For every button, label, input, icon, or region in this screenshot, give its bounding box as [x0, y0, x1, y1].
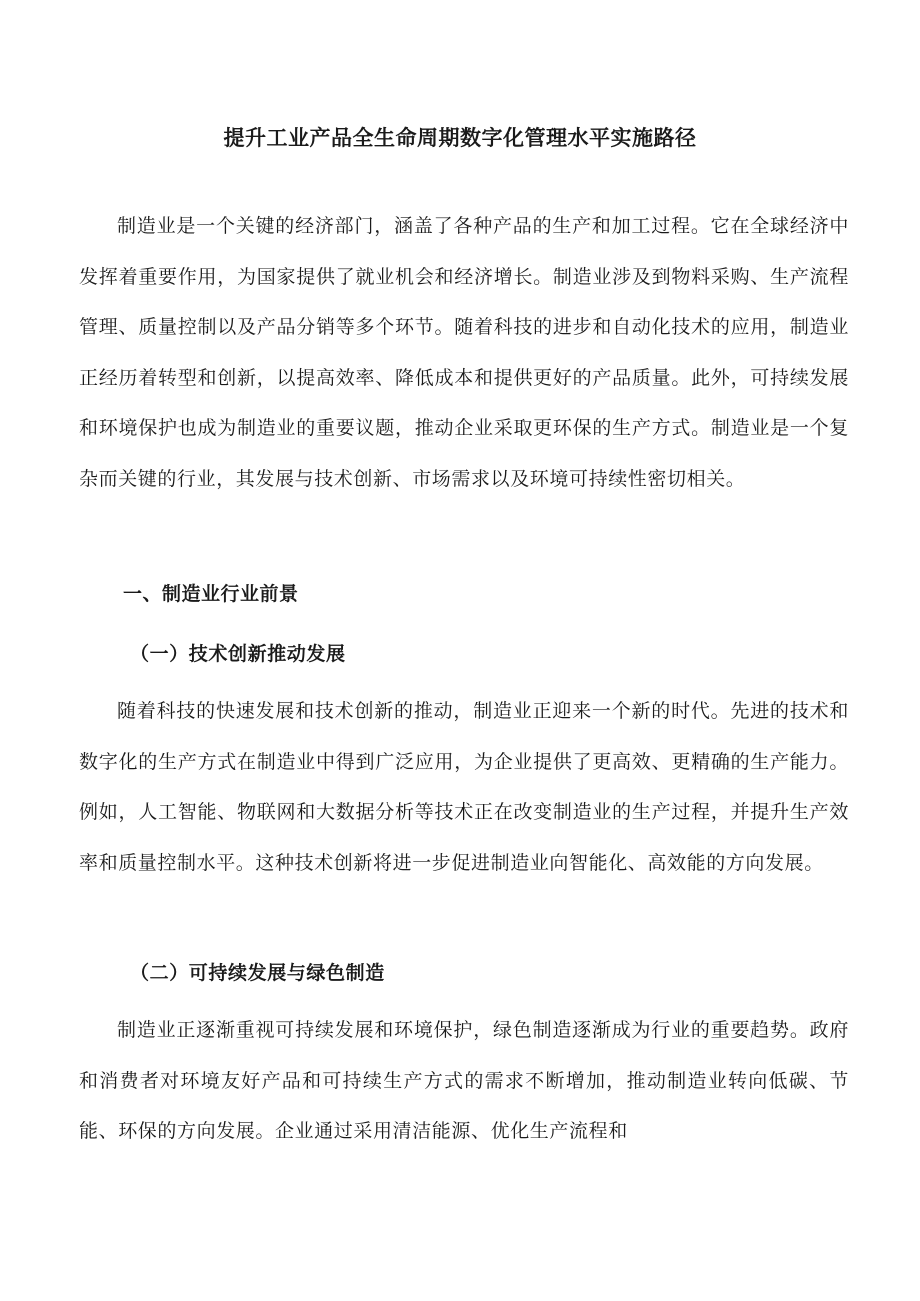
- subsection-heading-tech-innovation: （一）技术创新推动发展: [130, 643, 346, 665]
- section-heading-industry-outlook: 一、制造业行业前景: [123, 583, 299, 605]
- tech-innovation-paragraph: 随着科技的快速发展和技术创新的推动，制造业正迎来一个新的时代。先进的技术和数字化的生产方式在制造业中得到广泛应用，为企业提供了更高效、更精确的生产能力。例如，人工智能、物联网和大数据分析等技术正在改变制造业的生产过程，并提升生产效率和质量控制水平。这种技术创新将进一步促进制造业向智能化、高效能的方向发展。: [79, 700, 849, 874]
- intro-paragraph: 制造业是一个关键的经济部门，涵盖了各种产品的生产和加工过程。它在全球经济中发挥着重要作用，为国家提供了就业机会和经济增长。制造业涉及到物料采购、生产流程管理、质量控制以及产品分销等多个环节。随着科技的进步和自动化技术的应用，制造业正经历着转型和创新，以提高效率、降低成本和提供更好的产品质量。此外，可持续发展和环境保护也成为制造业的重要议题，推动企业采取更环保的生产方式。制造业是一个复杂而关键的行业，其发展与技术创新、市场需求以及环境可持续性密切相关。: [79, 215, 849, 490]
- green-manufacturing-paragraph: 制造业正逐渐重视可持续发展和环境保护，绿色制造逐渐成为行业的重要趋势。政府和消费者对环境友好产品和可持续生产方式的需求不断增加，推动制造业转向低碳、节能、环保的方向发展。企业通过采用清洁能源、优化生产流程和: [79, 1019, 849, 1142]
- document-title: 提升工业产品全生命周期数字化管理水平实施路径: [223, 126, 697, 150]
- subsection-heading-green-manufacturing: （二）可持续发展与绿色制造: [130, 962, 385, 984]
